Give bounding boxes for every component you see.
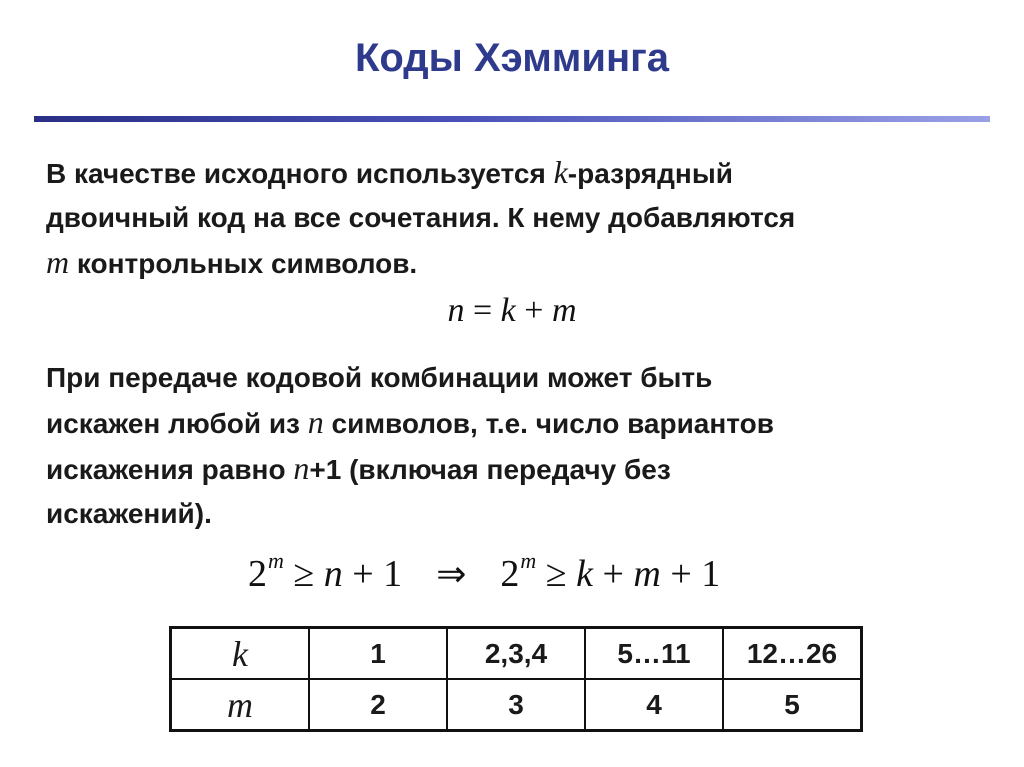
formula-base: 2: [248, 553, 267, 595]
formula-exponent-m: m: [268, 548, 284, 573]
variable-m: m: [46, 244, 70, 280]
row-header-m: m: [171, 679, 310, 731]
page-title: Коды Хэмминга: [354, 36, 670, 80]
paragraph-intro: [46, 150, 795, 286]
text-fragment: контрольных символов.: [69, 248, 418, 279]
table-cell: 2,3,4: [447, 628, 585, 680]
k-m-table: [169, 626, 863, 732]
formula-var-n: n: [323, 553, 343, 595]
formula-plus: +: [515, 292, 552, 329]
formula-geq: ≥: [283, 553, 324, 595]
implies-arrow-icon: ⇒: [436, 554, 467, 594]
formula-var-n: n: [447, 292, 465, 329]
formula-var-m: m: [551, 292, 577, 329]
formula-plus: +: [592, 553, 634, 595]
formula-geq: ≥: [536, 553, 577, 595]
table-cell: 5: [723, 679, 862, 731]
variable-k: k: [553, 154, 568, 190]
paragraph-distortion: [46, 356, 774, 536]
formula-n-equals-k-plus-m: [0, 292, 1024, 330]
paragraph-distortion-line-2: [46, 400, 774, 446]
formula-base: 2: [500, 553, 520, 595]
table-cell: 1: [309, 628, 447, 680]
table-cell: 3: [447, 679, 585, 731]
variable-n: n: [293, 450, 310, 486]
row-header-k: k: [171, 628, 310, 680]
formula-inequality: [248, 548, 720, 596]
text-fragment: искажения равно: [46, 454, 294, 485]
table-cell: 4: [585, 679, 723, 731]
table-row: [171, 679, 862, 731]
paragraph-distortion-line-3: [46, 446, 774, 492]
text-fragment: В качестве исходного используется: [46, 158, 554, 189]
table-cell: 2: [309, 679, 447, 731]
table-cell: 12…26: [723, 628, 862, 680]
formula-var-k: k: [576, 553, 593, 595]
formula-plus-one: + 1: [342, 553, 403, 595]
paragraph-intro-line-1: [46, 150, 795, 196]
paragraph-intro-line-3: [46, 240, 795, 286]
formula-equals: =: [464, 292, 501, 329]
formula-exponent-m: m: [520, 548, 537, 573]
table-row: [171, 628, 862, 680]
table-cell: 5…11: [585, 628, 723, 680]
paragraph-intro-line-2: двоичный код на все сочетания. К нему добавляются: [46, 202, 796, 233]
text-fragment: символов, т.е. число вариантов: [323, 408, 774, 439]
text-fragment: -разрядный: [567, 158, 733, 189]
variable-n: n: [307, 404, 324, 440]
paragraph-distortion-line-1: При передаче кодовой комбинации может быть: [46, 362, 713, 393]
text-fragment: искажен любой из: [46, 408, 308, 439]
text-fragment: +1 (включая передачу без: [309, 454, 671, 485]
formula-var-k: k: [500, 292, 516, 329]
title-divider: [34, 116, 990, 122]
formula-var-m: m: [633, 553, 661, 595]
paragraph-distortion-line-4: искажений).: [46, 498, 212, 529]
formula-plus-one: + 1: [660, 553, 721, 595]
